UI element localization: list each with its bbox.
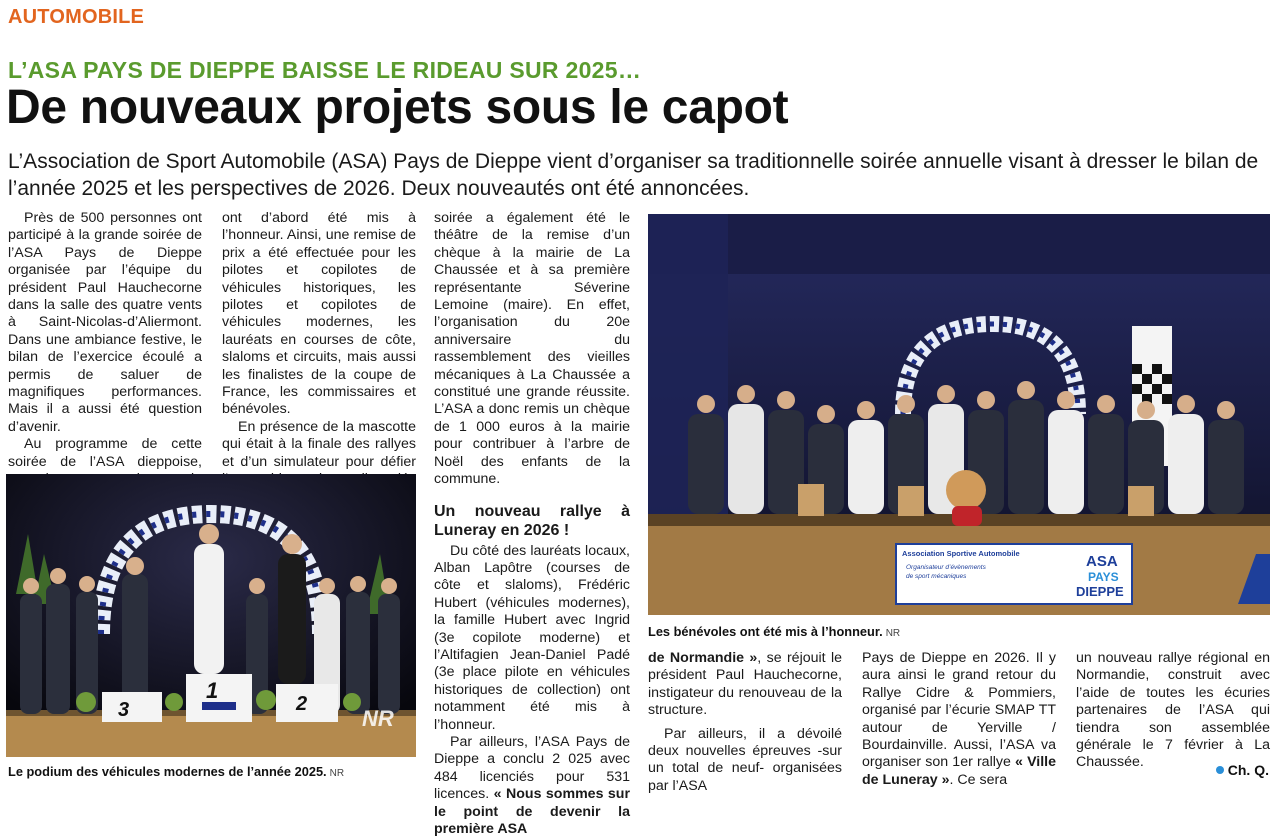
article-column-2 (222, 210, 416, 506)
paragraph (862, 650, 1056, 789)
article-column-6 (1076, 650, 1270, 772)
caption-text: Le podium des véhicules modernes de l’année 2025. (8, 764, 327, 779)
podium-2-label (295, 693, 307, 715)
paragraph (434, 734, 630, 838)
kicker-headline: L’ASA PAYS DE DIEPPE BAISSE LE RIDEAU SUR 2025… (8, 57, 642, 83)
svg-text:PAYS: PAYS (1088, 570, 1119, 584)
article-column-5 (862, 650, 1056, 789)
svg-text:1: 1 (206, 678, 219, 703)
svg-text:Organisateur d’évènements: Organisateur d’évènements (906, 564, 986, 571)
podium-photo (6, 474, 416, 757)
banner-logo-dieppe (1076, 584, 1124, 599)
paragraph (648, 650, 842, 720)
paragraph: soirée a également été le théâtre de la remise d’un chèque à la mairie de La Chaussée et à sa première représentante Séverine Lemoine (maire). En effet, l’organisation du 20e anniversaire du rassemblement des vieilles mécaniques à La Chaussée a constitué une grande réussite. L’ASA a donc remis un chèque de 1 000 euros à la mairie pour contribuer à l’arbre de Noël des enfants de la commune. (434, 210, 630, 488)
nr-watermark (362, 706, 394, 731)
svg-text:de sport mécaniques: de sport mécaniques (906, 573, 967, 580)
main-headline: De nouveaux projets sous le capot (6, 81, 789, 134)
paragraph-text: Pays de Dieppe en 2026. Il y aura ainsi le grand retour du Rallye Cidre & Pommiers, organisé par l’écurie SMAP TT autour de Yerville / Bourdainville. Aussi, l’ASA va organiser son 1er rallye (862, 650, 1056, 771)
article-column-1 (8, 210, 202, 506)
podium-photo-illustration (6, 474, 416, 757)
article-column-4 (648, 650, 842, 795)
volunteers-photo-illustration (648, 214, 1270, 615)
svg-text:DIEPPE: DIEPPE (1076, 584, 1124, 599)
podium-photo-caption (8, 764, 344, 779)
volunteers-photo (648, 214, 1270, 615)
paragraph: Au programme de cette soirée de l’ASA dieppoise, (8, 436, 202, 470)
volunteers-photo-caption (648, 624, 900, 639)
svg-text:2: 2 (296, 693, 308, 715)
article-column-3 (434, 210, 630, 838)
bullet-dot-icon (1216, 766, 1224, 774)
banner-line-3 (906, 573, 967, 580)
quote: « Ville de Luneray » (862, 754, 1056, 788)
paragraph: En présence de la mascotte qui était à la finale des rallyes et d’un simulateur pour défier (222, 418, 416, 470)
paragraph-text: Par ailleurs, l’ASA Pays de Dieppe a conclu 2 025 avec 484 licenciés pour 531 licences. (434, 733, 630, 803)
subheading: Un nouveau rallye à Luneray en 2026 ! (434, 502, 630, 539)
author-signature (1216, 762, 1269, 778)
photo-credit: NR (885, 628, 901, 639)
svg-text:3: 3 (118, 699, 130, 721)
banner-line-2 (906, 564, 987, 571)
svg-text:Association Sportive Automobil: Association Sportive Automobile (902, 549, 1020, 558)
quote-end: de Normandie » (648, 650, 758, 666)
banner-logo-pays (1088, 570, 1119, 584)
paragraph: Du côté des lauréats locaux, Alban Lapôtre (courses de côte et slaloms), Frédéric Hubert (véhicules modernes), la famille Hubert avec Ingrid (3e copilote moderne) et l’Altifagien Jean-Daniel Padé (3e place pilote en véhicules historiques de collection) ont notamment été mis à l’honneur. (434, 542, 630, 733)
podium-3-label (118, 699, 129, 721)
signature-text: Ch. Q. (1227, 762, 1269, 778)
paragraph-text: , se réjouit le président Paul Hauchecorne, instigateur du renouveau de la structure. (648, 650, 843, 719)
paragraph: Par ailleurs, il a dévoilé deux nouvelles épreuves -sur un total de neuf- organisées par l’ASA (648, 725, 842, 794)
paragraph: ont d’abord été mis à l’honneur. Ainsi, une remise de prix a été effectuée pour les pilotes et copilotes de véhicules historiques, les pilotes et copilotes de véhicules modernes, les lauréats en courses de côte, slaloms et circuits, mais aussi les finalistes de la coupe de France, les commissaires et bénévoles. (222, 210, 416, 418)
paragraph: un nouveau rallye régional en Normandie, construit avec l’aide de toutes les écuries partenaires de l’ASA qui tiendra son assemblée générale le 7 février à La Chaussée. (1076, 650, 1270, 771)
photo-credit: NR (329, 768, 345, 779)
svg-text:ASA: ASA (1086, 553, 1118, 570)
banner-line-1 (902, 549, 1020, 558)
article-lead: L’Association de Sport Automobile (ASA) Pays de Dieppe vient d’organiser sa traditionnelle soirée annuelle visant à dresser le bilan de l’année 2025 et les perspectives de 2026. Deux nouveautés ont été annoncées. (8, 150, 1259, 200)
section-rubric: AUTOMOBILE (8, 6, 145, 28)
svg-text:NR: NR (362, 706, 394, 731)
quote: « Nous sommes sur le point de devenir la première ASA (434, 786, 630, 837)
caption-text: Les bénévoles ont été mis à l’honneur. (648, 624, 883, 639)
podium-1-label (206, 678, 218, 703)
paragraph: Près de 500 personnes ont participé à la grande soirée de l’ASA Pays de Dieppe organisée par l’équipe du président Paul Hauchecorne dans la salle des quatre vents à Saint-Nicolas-d’Aliermont. Dans une ambiance festive, le bilan de l’exercice écoulé a permis de saluer de magnifiques performances. Mais il a aussi été question d’avenir. (8, 210, 202, 435)
banner-logo-asa (1086, 553, 1118, 570)
paragraph-text: . Ce sera (949, 771, 1008, 788)
